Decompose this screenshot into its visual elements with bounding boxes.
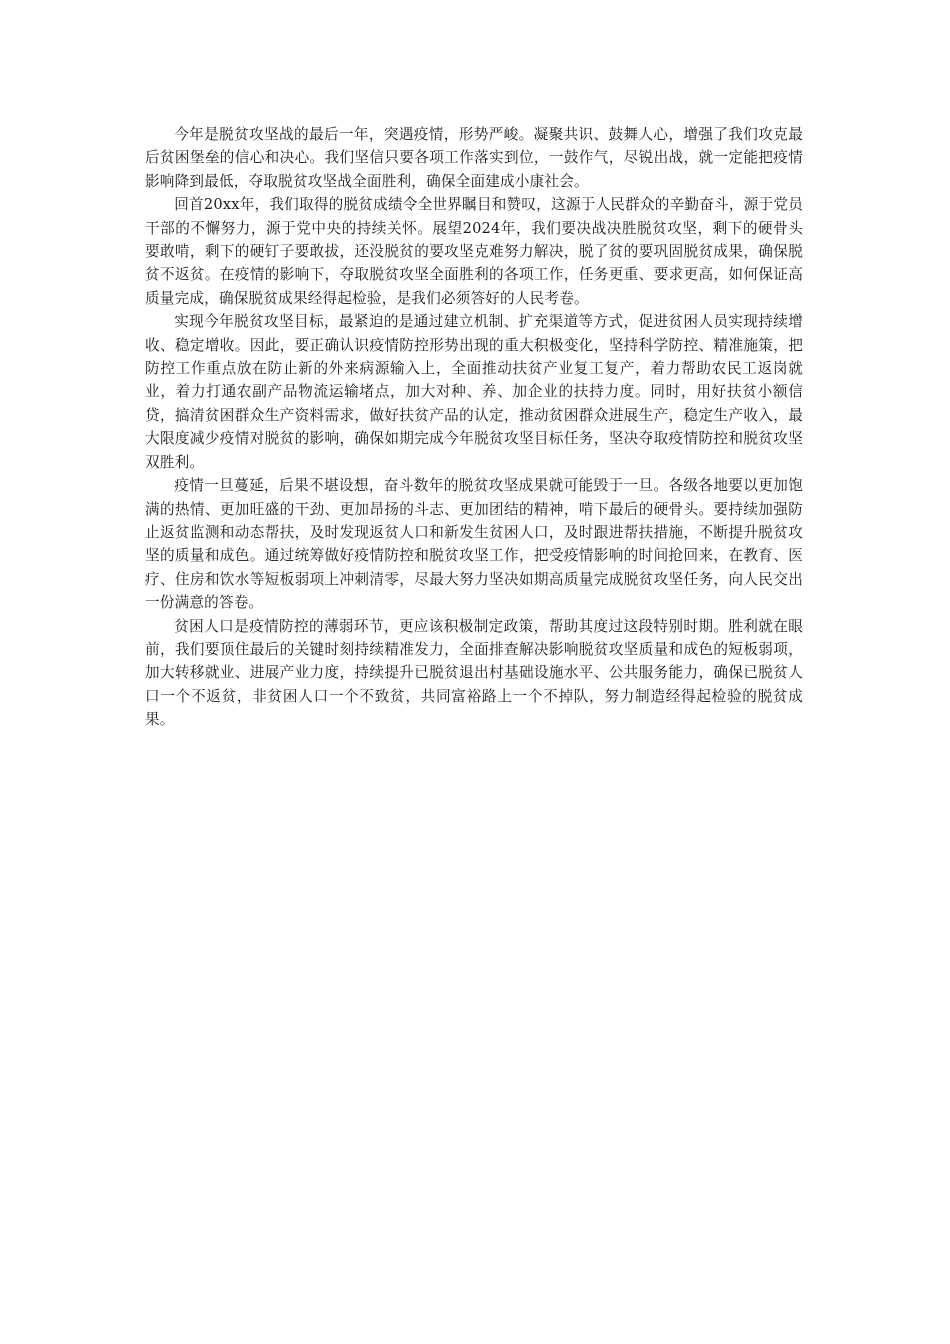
paragraph-4: 疫情一旦蔓延，后果不堪设想，奋斗数年的脱贫攻坚成果就可能毁于一旦。各级各地要以更加饱满的热情、更加旺盛的干劲、更加昂扬的斗志、更加团结的精神，啃下最后的硬骨头。要持续加强防止返贫监测和动态帮扶，及时发现返贫人口和新发生贫困人口，及时跟进帮扶措施，不断提升脱贫攻坚的质量和成色。通过统筹做好疫情防控和脱贫攻坚工作，把受疫情影响的时间抢回来，在教育、医疗、住房和饮水等短板弱项上冲刺清零，尽最大努力坚决如期高质量完成脱贫攻坚任务，向人民交出一份满意的答卷。 [145, 477, 803, 612]
paragraph-5: 贫困人口是疫情防控的薄弱环节，更应该积极制定政策，帮助其度过这段特别时期。胜利就在眼前，我们要顶住最后的关键时刻持续精准发力，全面排查解决影响脱贫攻坚质量和成色的短板弱项，加大转移就业、进展产业力度，持续提升已脱贫退出村基础设施水平、公共服务能力，确保已脱贫人口一个不返贫，非贫困人口一个不致贫，共同富裕路上一个不掉队，努力制造经得起检验的脱贫成果。 [145, 617, 803, 729]
paragraph-2: 回首20xx年，我们取得的脱贫成绩令全世界瞩目和赞叹，这源于人民群众的辛勤奋斗，源于党员干部的不懈努力，源于党中央的持续关怀。展望2024年，我们要决战决胜脱贫攻坚，剩下的硬骨头要敢啃，剩下的硬钉子要敢拔，还没脱贫的要攻坚克难努力解决，脱了贫的要巩固脱贫成果，确保脱贫不返贫。在疫情的影响下，夺取脱贫攻坚全面胜利的各项工作，任务更重、要求更高，如何保证高质量完成，确保脱贫成果经得起检验，是我们必须答好的人民考卷。 [145, 196, 803, 307]
document-body [145, 123, 803, 732]
paragraph-1: 今年是脱贫攻坚战的最后一年，突遇疫情，形势严峻。凝聚共识、鼓舞人心，增强了我们攻克最后贫困堡垒的信心和决心。我们坚信只要各项工作落实到位，一鼓作气，尽锐出战，就一定能把疫情影响降到最低，夺取脱贫攻坚战全面胜利，确保全面建成小康社会。 [145, 126, 803, 190]
paragraph-3: 实现今年脱贫攻坚目标，最紧迫的是通过建立机制、扩充渠道等方式，促进贫困人员实现持续增收、稳定增收。因此，要正确认识疫情防控形势出现的重大积极变化，坚持科学防控、精准施策，把防控工作重点放在防止新的外来病源输入上，全面推动扶贫产业复工复产，着力帮助农民工返岗就业，着力打通农副产品物流运输堵点，加大对种、养、加企业的扶持力度。同时，用好扶贫小额信贷，搞清贫困群众生产资料需求，做好扶贫产品的认定，推动贫困群众进展生产，稳定生产收入，最大限度减少疫情对脱贫的影响，确保如期完成今年脱贫攻坚目标任务，坚决夺取疫情防控和脱贫攻坚双胜利。 [145, 313, 803, 471]
